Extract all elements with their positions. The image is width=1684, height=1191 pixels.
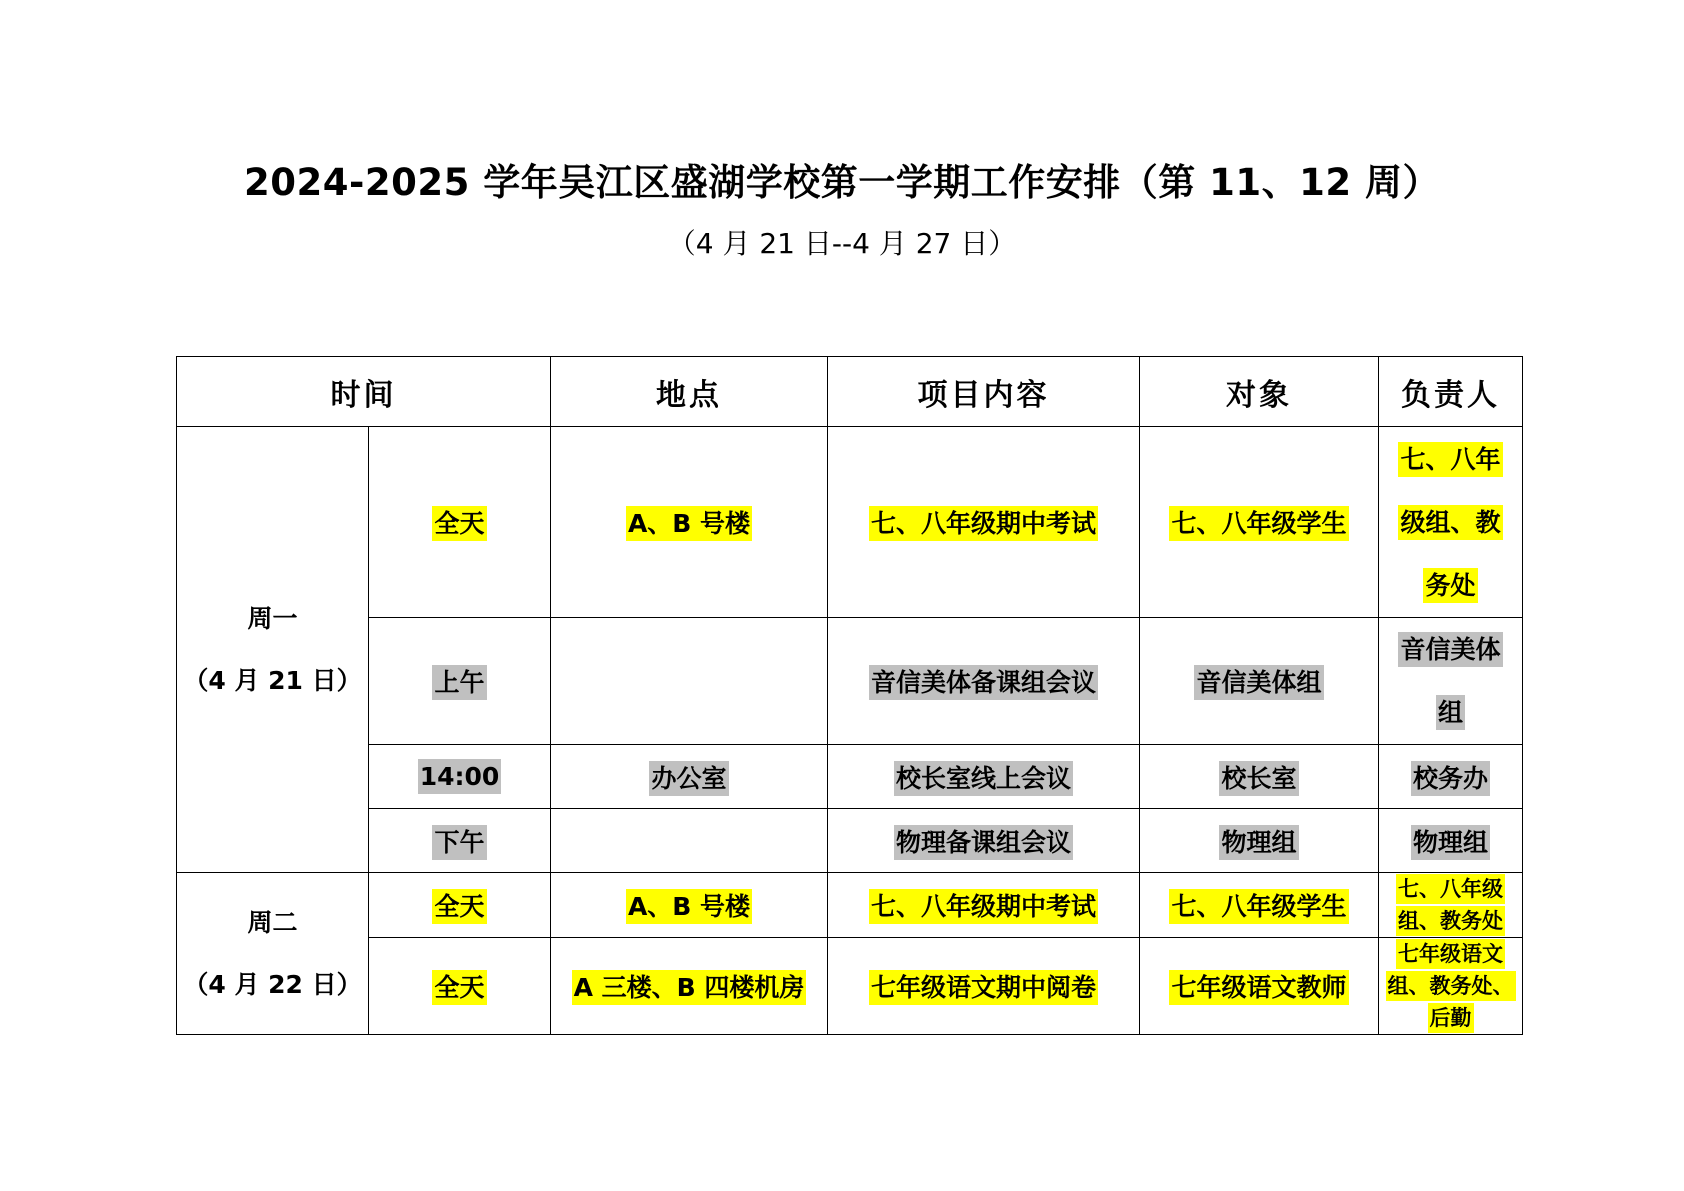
time-value: 上午 bbox=[432, 665, 486, 700]
table-row bbox=[177, 809, 1523, 873]
content-value: 校长室线上会议 bbox=[894, 761, 1073, 796]
owner-cell bbox=[1379, 618, 1523, 745]
owner-line: 后勤 bbox=[1428, 1003, 1474, 1033]
day-label: 周一 bbox=[247, 603, 298, 633]
time-cell bbox=[369, 938, 551, 1035]
owner-value: 校务办 bbox=[1411, 761, 1490, 796]
content-value: 七、八年级期中考试 bbox=[869, 889, 1098, 924]
time-cell bbox=[369, 873, 551, 938]
location-cell bbox=[551, 745, 828, 809]
location-cell bbox=[551, 873, 828, 938]
location-cell bbox=[551, 427, 828, 618]
owner-line: 七、八年级 bbox=[1396, 874, 1505, 904]
target-value: 七、八年级学生 bbox=[1169, 506, 1348, 541]
time-value: 全天 bbox=[432, 889, 486, 924]
owner-cell bbox=[1379, 873, 1523, 938]
target-cell bbox=[1140, 618, 1379, 745]
content-cell bbox=[828, 938, 1140, 1035]
page-title: 2024-2025 学年吴江区盛湖学校第一学期工作安排（第 11、12 周） bbox=[244, 161, 1440, 204]
day-date: （4 月 22 日） bbox=[183, 969, 362, 999]
time-cell bbox=[369, 618, 551, 745]
location-value: 办公室 bbox=[649, 761, 728, 796]
content-cell bbox=[828, 618, 1140, 745]
time-value: 14:00 bbox=[418, 759, 502, 794]
target-cell bbox=[1140, 809, 1379, 873]
table-row bbox=[177, 938, 1523, 1035]
owner-line: 七年级语文 bbox=[1396, 939, 1505, 969]
time-value: 下午 bbox=[432, 825, 486, 860]
location-cell bbox=[551, 809, 828, 873]
location-value: A 三楼、B 四楼机房 bbox=[572, 970, 807, 1005]
time-cell bbox=[369, 745, 551, 809]
header-location: 地点 bbox=[551, 357, 828, 427]
target-cell bbox=[1140, 427, 1379, 618]
table-header-row bbox=[177, 357, 1523, 427]
owner-line: 级组、教 bbox=[1398, 505, 1502, 540]
owner-cell bbox=[1379, 938, 1523, 1035]
target-cell bbox=[1140, 938, 1379, 1035]
header-time: 时间 bbox=[177, 357, 551, 427]
location-value: A、B 号楼 bbox=[626, 506, 752, 541]
table-row bbox=[177, 745, 1523, 809]
target-value: 校长室 bbox=[1219, 761, 1298, 796]
date-range-subtitle: （4 月 21 日--4 月 27 日） bbox=[667, 227, 1017, 260]
owner-line: 组 bbox=[1436, 695, 1465, 730]
content-value: 七、八年级期中考试 bbox=[869, 506, 1098, 541]
table-row bbox=[177, 618, 1523, 745]
content-value: 七年级语文期中阅卷 bbox=[869, 970, 1098, 1005]
table-row bbox=[177, 427, 1523, 618]
target-cell bbox=[1140, 745, 1379, 809]
content-cell bbox=[828, 427, 1140, 618]
owner-line: 七、八年 bbox=[1398, 442, 1502, 477]
owner-line: 组、教务处、 bbox=[1386, 971, 1516, 1001]
location-value: A、B 号楼 bbox=[626, 889, 752, 924]
time-value: 全天 bbox=[432, 970, 486, 1005]
content-cell bbox=[828, 809, 1140, 873]
header-target: 对象 bbox=[1140, 357, 1379, 427]
day-label: 周二 bbox=[247, 907, 298, 937]
target-value: 七年级语文教师 bbox=[1169, 970, 1348, 1005]
table-row bbox=[177, 873, 1523, 938]
owner-cell bbox=[1379, 745, 1523, 809]
day-cell-monday bbox=[177, 427, 369, 873]
owner-line: 音信美体 bbox=[1398, 632, 1502, 667]
owner-line: 组、教务处 bbox=[1396, 906, 1505, 936]
header-content: 项目内容 bbox=[828, 357, 1140, 427]
owner-line: 务处 bbox=[1423, 568, 1477, 603]
day-cell-tuesday bbox=[177, 873, 369, 1035]
target-cell bbox=[1140, 873, 1379, 938]
owner-cell bbox=[1379, 427, 1523, 618]
time-cell bbox=[369, 427, 551, 618]
owner-value: 物理组 bbox=[1411, 825, 1490, 860]
time-value: 全天 bbox=[432, 506, 486, 541]
day-date: （4 月 21 日） bbox=[183, 665, 362, 695]
owner-cell bbox=[1379, 809, 1523, 873]
location-cell bbox=[551, 618, 828, 745]
target-value: 七、八年级学生 bbox=[1169, 889, 1348, 924]
content-value: 物理备课组会议 bbox=[894, 825, 1073, 860]
time-cell bbox=[369, 809, 551, 873]
content-value: 音信美体备课组会议 bbox=[869, 665, 1098, 700]
target-value: 音信美体组 bbox=[1194, 665, 1323, 700]
location-cell bbox=[551, 938, 828, 1035]
schedule-table bbox=[176, 356, 1523, 1035]
target-value: 物理组 bbox=[1219, 825, 1298, 860]
content-cell bbox=[828, 873, 1140, 938]
header-owner: 负责人 bbox=[1379, 357, 1523, 427]
content-cell bbox=[828, 745, 1140, 809]
